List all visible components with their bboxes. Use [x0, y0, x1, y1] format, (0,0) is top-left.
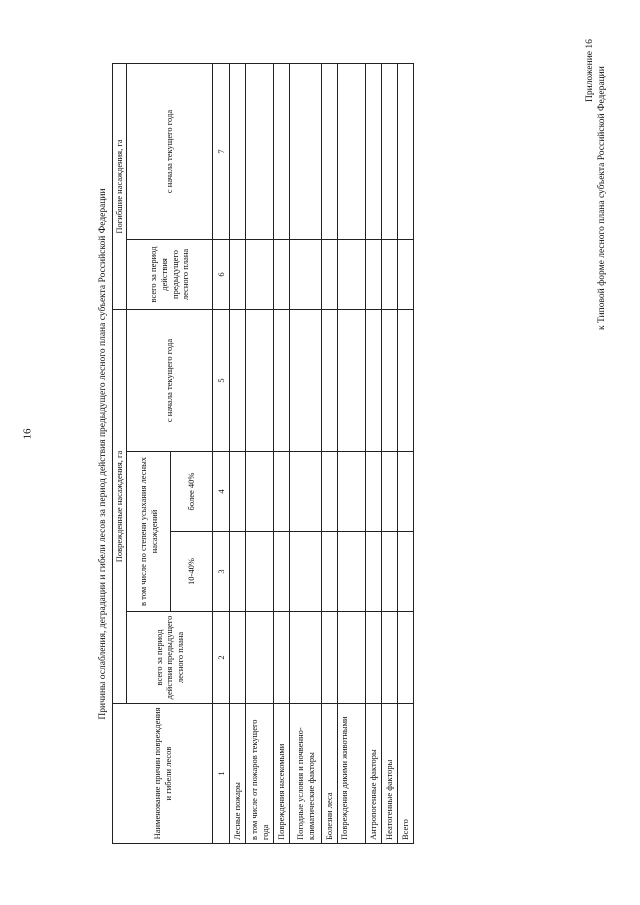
row-label: в том числе от пожаров текущего года — [246, 704, 274, 844]
table-row — [338, 63, 366, 843]
header-row-1 — [113, 63, 127, 843]
header-pct-over-40: более 40% — [171, 452, 213, 532]
col-number: 1 — [213, 704, 230, 844]
header-incl-drying: в том числе по степени усыхания лесных насаждений — [127, 452, 171, 612]
col-number: 4 — [213, 452, 230, 532]
row-label: Болезни леса — [322, 704, 338, 844]
column-number-row — [213, 63, 230, 843]
row-label: Всего — [398, 704, 414, 844]
row-label: Антропогенные факторы — [366, 704, 382, 844]
appendix-reference: к Типовой форме лесного плана субъекта Российской Федерации — [597, 66, 607, 330]
table-row — [274, 63, 290, 843]
row-label: Погодные условия и почвенно-климатические факторы — [290, 704, 322, 844]
table-row — [322, 63, 338, 843]
col-number: 3 — [213, 532, 230, 612]
col-number: 5 — [213, 310, 230, 452]
row-label: Неатогенные факторы — [382, 704, 398, 844]
header-dead: Погибшие насаждения, га — [113, 63, 127, 309]
header-name: Наименование причин повреждения и гибели лесов — [113, 704, 213, 844]
page-number: 16 — [21, 428, 34, 440]
table-row — [382, 63, 398, 843]
row-label: Лесные пожары — [230, 704, 246, 844]
header-pct-10-40: 10-40% — [171, 532, 213, 612]
header-since-year: с начала текущего года — [127, 310, 213, 452]
header-damaged: Поврежденные насаждения, га — [113, 310, 127, 704]
row-label: Повреждения насекомыми — [274, 704, 290, 844]
table-row — [246, 63, 274, 843]
table-row — [398, 63, 414, 843]
table-row — [290, 63, 322, 843]
document-title: Причины ослабления, деградации и гибели лесов за период действия предыдущего лесного плана субъекта Российской Федерации — [98, 188, 108, 720]
row-label: Повреждения дикими животными — [338, 704, 366, 844]
col-number: 2 — [213, 612, 230, 704]
table-row — [230, 63, 246, 843]
header-dead-total-prev: всего за период действия предыдущего лесного плана — [127, 240, 213, 310]
col-number: 6 — [213, 240, 230, 310]
table-row — [366, 63, 382, 843]
appendix-number: Приложение 16 — [585, 39, 595, 102]
col-number: 7 — [213, 63, 230, 239]
rotated-page-content — [98, 64, 411, 844]
header-total-prev: всего за период действия предыдущего лесного плана — [127, 612, 213, 704]
forest-damage-table — [112, 63, 414, 844]
header-dead-since-year: с начала текущего года — [127, 63, 213, 239]
